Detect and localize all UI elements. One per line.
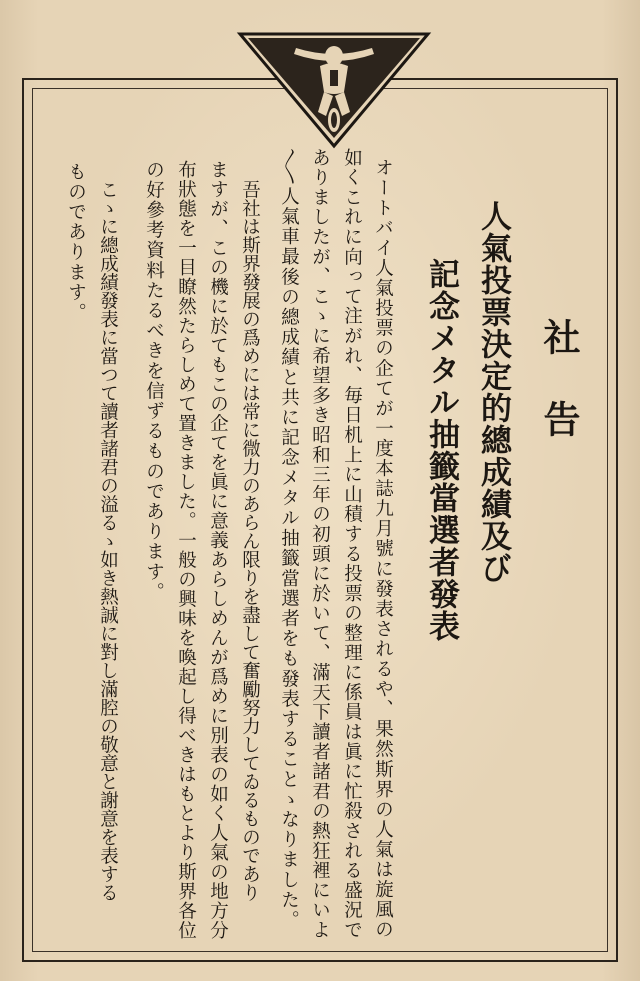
notice-heading: 社 告 <box>537 318 581 441</box>
notice-body-line-9: こゝに總成績發表に當つて讀者諸君の溢るゝ如き熱誠に對し滿腔の敬意と謝意を表する <box>97 180 119 902</box>
motorcycle-rider-emblem-icon <box>236 26 432 150</box>
notice-body-line-8: の好參考資料たるべきを信ずるものであります。 <box>143 160 165 603</box>
notice-body-line-1: オートバイ人氣投票の企てが一度本誌九月號に發表されるや、果然斯界の人氣は旋風の <box>372 158 394 940</box>
notice-body-line-6: ますが、この機に於てもこの企てを眞に意義あらしめんが爲めに別表の如く人氣の地方分 <box>207 160 229 940</box>
notice-body-line-5: 吾社は斯界發展の爲めには常に微力のあらん限りを盡して奮勵努力してゐるものであり <box>239 180 261 902</box>
notice-body-line-10: ものであります。 <box>65 162 87 323</box>
notice-title-line-2: 記念メタル抽籤當選者發表 <box>423 258 459 642</box>
notice-body-line-3: ありましたが、こゝに希望多き昭和三年の初頭に於いて、滿天下讀者諸君の熱狂裡にいよ <box>309 148 331 940</box>
notice-body-line-2: 如くこれに向って注がれ、毎日机上に山積する投票の整理に係員は眞に忙殺される盛況で <box>341 148 363 940</box>
notice-title-line-1: 人氣投票決定的總成績及び <box>475 200 511 584</box>
notice-body-line-7: 布狀態を一目瞭然たらしめて置きました。一般の興味を喚起し得べきはもとより斯界各位 <box>175 160 197 940</box>
notice-body-line-4: 〳〵人氣車最後の總成績と共に記念メタル抽籤當選者をも發表することゝなりました。 <box>278 148 300 931</box>
